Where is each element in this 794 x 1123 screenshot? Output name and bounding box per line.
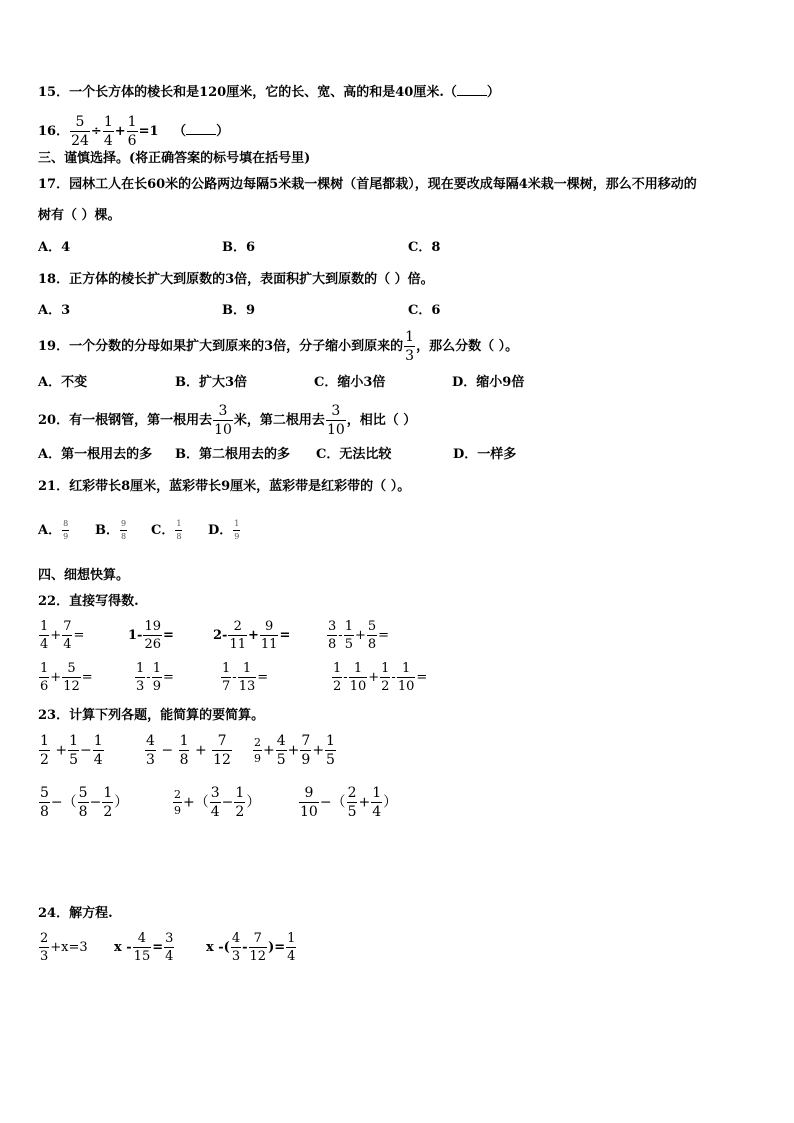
text-fragment: ） bbox=[383, 794, 398, 811]
numerator: 1 bbox=[401, 661, 411, 676]
numerator: 1 bbox=[234, 519, 240, 528]
denominator: 6 bbox=[127, 133, 137, 149]
denominator: 10 bbox=[214, 422, 232, 438]
fraction bbox=[39, 662, 49, 693]
option-a[interactable] bbox=[38, 520, 70, 541]
denominator: 10 bbox=[326, 422, 345, 438]
q22-expr-3 bbox=[213, 620, 290, 651]
q22-expr-8 bbox=[331, 662, 427, 693]
text-fragment: + bbox=[312, 742, 325, 759]
paren-open: （ bbox=[173, 124, 187, 139]
fraction bbox=[231, 932, 241, 963]
fraction bbox=[62, 520, 69, 541]
denominator: 12 bbox=[249, 949, 267, 964]
text-fragment: x -( bbox=[206, 940, 230, 955]
text-fragment: + bbox=[354, 628, 366, 643]
paren-close: ） bbox=[216, 124, 230, 139]
text-fragment: - bbox=[146, 670, 151, 685]
denominator: 8 bbox=[176, 532, 182, 541]
question-20-text: 20．有一根钢管，第一根用去 bbox=[38, 413, 213, 428]
text-fragment: = bbox=[378, 628, 390, 643]
divide-sign: ÷ bbox=[90, 124, 102, 139]
text-fragment: + bbox=[50, 670, 62, 685]
fraction bbox=[39, 734, 50, 767]
fraction bbox=[93, 734, 104, 767]
denominator: 8 bbox=[179, 752, 189, 768]
text-fragment: ） bbox=[114, 794, 129, 811]
text-fragment: + bbox=[194, 742, 207, 759]
numerator: 1 bbox=[69, 733, 79, 749]
answer-blank[interactable] bbox=[186, 122, 216, 135]
numerator: 2 bbox=[233, 619, 242, 634]
numerator: 1 bbox=[222, 661, 231, 676]
text-fragment: C． bbox=[151, 523, 175, 538]
numerator: 3 bbox=[218, 403, 228, 419]
numerator: 1 bbox=[242, 661, 252, 676]
question-19-text: 19．一个分数的分母如果扩大到原来的3倍，分子缩小到原来的 bbox=[38, 339, 404, 354]
numerator: 1 bbox=[381, 661, 390, 676]
denominator: 5 bbox=[344, 637, 353, 652]
text-fragment: − bbox=[161, 742, 174, 759]
question-20 bbox=[38, 404, 416, 437]
fraction bbox=[152, 662, 162, 693]
denominator: 2 bbox=[103, 804, 113, 820]
option-d[interactable] bbox=[208, 520, 241, 541]
denominator: 4 bbox=[63, 637, 72, 652]
fraction bbox=[347, 786, 358, 819]
text-fragment: = bbox=[279, 628, 291, 643]
denominator: 6 bbox=[40, 679, 49, 694]
text-fragment: - bbox=[242, 940, 248, 955]
fraction bbox=[145, 734, 156, 767]
option-c[interactable]: C．无法比较 bbox=[316, 447, 392, 462]
denominator: 26 bbox=[144, 637, 161, 652]
fraction bbox=[349, 662, 368, 693]
option-a[interactable]: A．第一根用去的多 bbox=[38, 447, 153, 462]
text-fragment: - bbox=[391, 670, 396, 685]
text-fragment: = bbox=[163, 628, 174, 643]
numerator: 1 bbox=[103, 785, 113, 801]
text-fragment: )= bbox=[268, 940, 286, 955]
q24-equation-3 bbox=[206, 932, 297, 963]
q22-expr-4 bbox=[326, 620, 389, 651]
fraction bbox=[221, 662, 231, 693]
numerator: 2 bbox=[174, 788, 181, 801]
fraction bbox=[175, 520, 182, 541]
option-b[interactable]: B．9 bbox=[222, 303, 256, 318]
q23-expr-3 bbox=[252, 734, 337, 767]
question-20-text-mid: 米，第二根用去 bbox=[233, 413, 325, 428]
fraction bbox=[300, 734, 311, 767]
text-fragment: + bbox=[50, 628, 62, 643]
option-b[interactable]: B．扩大3倍 bbox=[175, 375, 248, 390]
numerator: 1 bbox=[176, 519, 182, 528]
fraction bbox=[70, 115, 90, 148]
numerator: 8 bbox=[63, 519, 69, 528]
fraction bbox=[103, 115, 114, 148]
question-19 bbox=[38, 330, 518, 363]
q23-expr-6 bbox=[298, 786, 397, 819]
numerator: 5 bbox=[40, 785, 49, 801]
option-a[interactable]: A．不变 bbox=[38, 375, 88, 390]
fraction bbox=[344, 620, 354, 651]
option-d[interactable]: D．缩小9倍 bbox=[452, 375, 525, 390]
fraction bbox=[326, 404, 346, 437]
denominator: 2 bbox=[381, 679, 390, 694]
q24-equation-2 bbox=[114, 932, 175, 963]
text-fragment: − bbox=[80, 742, 92, 759]
denominator: 4 bbox=[372, 804, 382, 820]
option-c[interactable]: C．6 bbox=[408, 303, 441, 318]
text-fragment: + bbox=[55, 742, 68, 759]
question-24-title: 24．解方程. bbox=[38, 906, 113, 921]
text-fragment: = bbox=[73, 628, 85, 643]
denominator: 9 bbox=[301, 752, 311, 768]
denominator: 4 bbox=[287, 949, 296, 964]
fraction bbox=[135, 662, 145, 693]
denominator: 2 bbox=[40, 752, 49, 768]
option-c[interactable]: C．缩小3倍 bbox=[314, 375, 386, 390]
denominator: 10 bbox=[349, 679, 367, 694]
section-4-heading: 四、细想快算。 bbox=[38, 568, 130, 583]
fraction bbox=[249, 932, 268, 963]
text-fragment: = bbox=[81, 670, 93, 685]
fraction bbox=[234, 786, 245, 819]
numerator: 2 bbox=[347, 785, 357, 801]
denominator: 9 bbox=[152, 679, 161, 694]
numerator: 19 bbox=[144, 619, 161, 634]
numerator: 9 bbox=[304, 785, 314, 801]
fraction bbox=[233, 520, 240, 541]
q22-expr-5 bbox=[38, 662, 93, 693]
numerator: 4 bbox=[137, 931, 147, 946]
denominator: 8 bbox=[78, 804, 88, 820]
text-fragment: 1- bbox=[128, 628, 143, 643]
question-18: 18．正方体的棱长扩大到原数的3倍，表面积扩大到原数的（ ）倍。 bbox=[38, 272, 434, 287]
fraction bbox=[286, 932, 296, 963]
q23-expr-2 bbox=[144, 734, 233, 767]
denominator: 10 bbox=[300, 804, 318, 820]
fraction bbox=[367, 620, 377, 651]
text-fragment: x - bbox=[114, 940, 132, 955]
denominator: 11 bbox=[229, 637, 246, 652]
numerator: 2 bbox=[254, 736, 261, 749]
denominator: 8 bbox=[367, 637, 377, 652]
option-a[interactable]: A．3 bbox=[38, 303, 71, 318]
section-3-heading: 三、谨慎选择。(将正确答案的标号填在括号里) bbox=[38, 151, 311, 166]
q22-expr-1 bbox=[38, 620, 84, 651]
text-fragment: = bbox=[257, 670, 269, 685]
denominator: 7 bbox=[222, 679, 231, 694]
fraction bbox=[213, 404, 233, 437]
option-c[interactable]: C．8 bbox=[408, 240, 441, 255]
option-d[interactable]: D．一样多 bbox=[453, 447, 517, 462]
option-a[interactable]: A．4 bbox=[38, 240, 71, 255]
fraction bbox=[164, 932, 174, 963]
q24-equation-1 bbox=[38, 932, 88, 963]
denominator: 3 bbox=[231, 949, 241, 964]
question-19-text-end: ，那么分数（ ）。 bbox=[416, 339, 519, 354]
question-number: 16． bbox=[38, 124, 70, 139]
numerator: 7 bbox=[253, 931, 262, 946]
text-fragment: - bbox=[343, 670, 348, 685]
fraction bbox=[39, 786, 50, 819]
fraction bbox=[173, 789, 182, 816]
denominator: 3 bbox=[405, 348, 415, 364]
fraction bbox=[179, 734, 190, 767]
denominator: 8 bbox=[328, 637, 337, 652]
denominator: 4 bbox=[210, 804, 220, 820]
fraction bbox=[39, 932, 49, 963]
text-fragment: −（ bbox=[50, 794, 77, 811]
text-fragment: B． bbox=[95, 523, 119, 538]
denominator: 4 bbox=[103, 133, 113, 149]
numerator: 1 bbox=[344, 619, 353, 634]
numerator: 2 bbox=[40, 931, 49, 946]
numerator: 3 bbox=[210, 785, 220, 801]
fraction bbox=[120, 520, 127, 541]
text-fragment: + bbox=[263, 742, 275, 759]
text-fragment: + bbox=[287, 742, 300, 759]
question-23-title: 23．计算下列各题，能简算的要简算。 bbox=[38, 708, 265, 723]
text-fragment: + bbox=[358, 794, 371, 811]
q22-expr-7 bbox=[220, 662, 268, 693]
fraction bbox=[212, 734, 232, 767]
question-20-text-end: ，相比（ ） bbox=[346, 413, 417, 428]
numerator: 1 bbox=[179, 733, 189, 749]
denominator: 4 bbox=[165, 949, 174, 964]
option-b[interactable]: B．第二根用去的多 bbox=[175, 447, 290, 462]
numerator: 1 bbox=[235, 785, 245, 801]
text-fragment: − bbox=[221, 794, 234, 811]
question-22-title: 22．直接写得数. bbox=[38, 594, 139, 609]
numerator: 1 bbox=[287, 931, 296, 946]
question-16 bbox=[38, 115, 229, 148]
option-b[interactable]: B．6 bbox=[222, 240, 256, 255]
fraction bbox=[39, 620, 49, 651]
denominator: 3 bbox=[146, 752, 155, 768]
numerator: 1 bbox=[136, 661, 145, 676]
denominator: 24 bbox=[71, 133, 89, 149]
fraction bbox=[327, 620, 337, 651]
numerator: 3 bbox=[328, 619, 337, 634]
text-fragment: = bbox=[162, 670, 174, 685]
numerator: 1 bbox=[372, 785, 382, 801]
fraction bbox=[253, 737, 262, 764]
option-b[interactable] bbox=[95, 520, 128, 541]
text-fragment: ） bbox=[246, 794, 261, 811]
numerator: 1 bbox=[333, 661, 342, 676]
numerator: 1 bbox=[326, 733, 335, 749]
numerator: 5 bbox=[67, 661, 76, 676]
fraction bbox=[133, 932, 152, 963]
denominator: 2 bbox=[235, 804, 245, 820]
denominator: 5 bbox=[69, 752, 79, 768]
text-fragment: + bbox=[248, 628, 259, 643]
numerator: 5 bbox=[75, 114, 85, 130]
question-17-line2: 树有（ ）棵。 bbox=[38, 208, 121, 223]
fraction bbox=[397, 662, 416, 693]
denominator: 5 bbox=[347, 804, 357, 820]
fraction bbox=[102, 786, 113, 819]
q22-expr-2 bbox=[128, 620, 174, 651]
text-fragment: −（ bbox=[319, 794, 346, 811]
text-fragment: A． bbox=[38, 523, 62, 538]
denominator: 13 bbox=[238, 679, 256, 694]
denominator: 3 bbox=[136, 679, 145, 694]
denominator: 9 bbox=[174, 804, 181, 817]
question-21: 21．红彩带长8厘米，蓝彩带长9厘米，蓝彩带是红彩带的（ ）。 bbox=[38, 479, 411, 494]
numerator: 4 bbox=[146, 733, 155, 749]
plus-sign: + bbox=[114, 124, 126, 139]
numerator: 7 bbox=[217, 733, 227, 749]
numerator: 4 bbox=[276, 733, 286, 749]
fraction bbox=[260, 620, 279, 651]
text-fragment: +x=3 bbox=[50, 940, 88, 955]
fraction bbox=[299, 786, 319, 819]
denominator: 5 bbox=[326, 752, 335, 768]
fraction bbox=[228, 620, 247, 651]
numerator: 1 bbox=[40, 661, 49, 676]
answer-blank[interactable] bbox=[457, 83, 487, 96]
fraction bbox=[143, 620, 162, 651]
fraction bbox=[380, 662, 390, 693]
q23-expr-1 bbox=[38, 734, 105, 767]
numerator: 1 bbox=[127, 114, 137, 130]
denominator: 8 bbox=[40, 804, 49, 820]
denominator: 9 bbox=[254, 752, 261, 765]
numerator: 1 bbox=[40, 619, 49, 634]
denominator: 5 bbox=[276, 752, 286, 768]
denominator: 2 bbox=[333, 679, 342, 694]
equals-one: =1 bbox=[138, 124, 159, 139]
denominator: 8 bbox=[121, 532, 127, 541]
denominator: 3 bbox=[40, 949, 49, 964]
fraction bbox=[404, 330, 415, 363]
numerator: 7 bbox=[301, 733, 311, 749]
text-fragment: = bbox=[152, 940, 164, 955]
numerator: 7 bbox=[63, 619, 72, 634]
option-c[interactable] bbox=[151, 520, 183, 541]
denominator: 4 bbox=[40, 637, 49, 652]
q23-expr-5 bbox=[172, 786, 260, 819]
fraction bbox=[68, 734, 79, 767]
numerator: 1 bbox=[103, 114, 113, 130]
fraction bbox=[127, 115, 138, 148]
text-fragment: + bbox=[368, 670, 380, 685]
denominator: 9 bbox=[63, 532, 69, 541]
numerator: 1 bbox=[405, 329, 415, 345]
denominator: 9 bbox=[234, 532, 240, 541]
text-fragment: D． bbox=[208, 523, 233, 538]
numerator: 1 bbox=[152, 661, 161, 676]
text-fragment: - bbox=[338, 628, 343, 643]
denominator: 11 bbox=[260, 637, 278, 652]
text-fragment: 2- bbox=[213, 628, 228, 643]
fraction bbox=[62, 662, 81, 693]
numerator: 1 bbox=[353, 661, 363, 676]
numerator: 9 bbox=[121, 519, 127, 528]
question-17-line1: 17．园林工人在长60米的公路两边每隔5米栽一棵树（首尾都栽），现在要改成每隔4米栽一棵树，那么不用移动的 bbox=[38, 177, 697, 192]
denominator: 15 bbox=[133, 949, 151, 964]
numerator: 5 bbox=[78, 785, 88, 801]
denominator: 10 bbox=[397, 679, 415, 694]
numerator: 3 bbox=[331, 403, 341, 419]
text-fragment: - bbox=[232, 670, 237, 685]
fraction bbox=[78, 786, 89, 819]
fraction bbox=[332, 662, 342, 693]
text-fragment: +（ bbox=[183, 794, 209, 811]
fraction bbox=[238, 662, 257, 693]
denominator: 12 bbox=[213, 752, 231, 768]
denominator: 4 bbox=[93, 752, 103, 768]
q22-expr-6 bbox=[134, 662, 174, 693]
fraction bbox=[210, 786, 221, 819]
numerator: 9 bbox=[265, 619, 274, 634]
numerator: 1 bbox=[93, 733, 103, 749]
fraction bbox=[276, 734, 287, 767]
text-fragment: − bbox=[89, 794, 102, 811]
question-15-text: 15．一个长方体的棱长和是120厘米，它的长、宽、高的和是40厘米.（ bbox=[38, 85, 457, 100]
fraction bbox=[62, 620, 72, 651]
paren-close: ） bbox=[486, 85, 500, 100]
numerator: 1 bbox=[40, 733, 49, 749]
numerator: 4 bbox=[231, 931, 241, 946]
numerator: 5 bbox=[367, 619, 377, 634]
fraction bbox=[371, 786, 382, 819]
question-15 bbox=[38, 83, 500, 101]
denominator: 12 bbox=[63, 679, 80, 694]
q23-expr-4 bbox=[38, 786, 128, 819]
text-fragment: = bbox=[416, 670, 428, 685]
numerator: 3 bbox=[165, 931, 174, 946]
fraction bbox=[325, 734, 336, 767]
